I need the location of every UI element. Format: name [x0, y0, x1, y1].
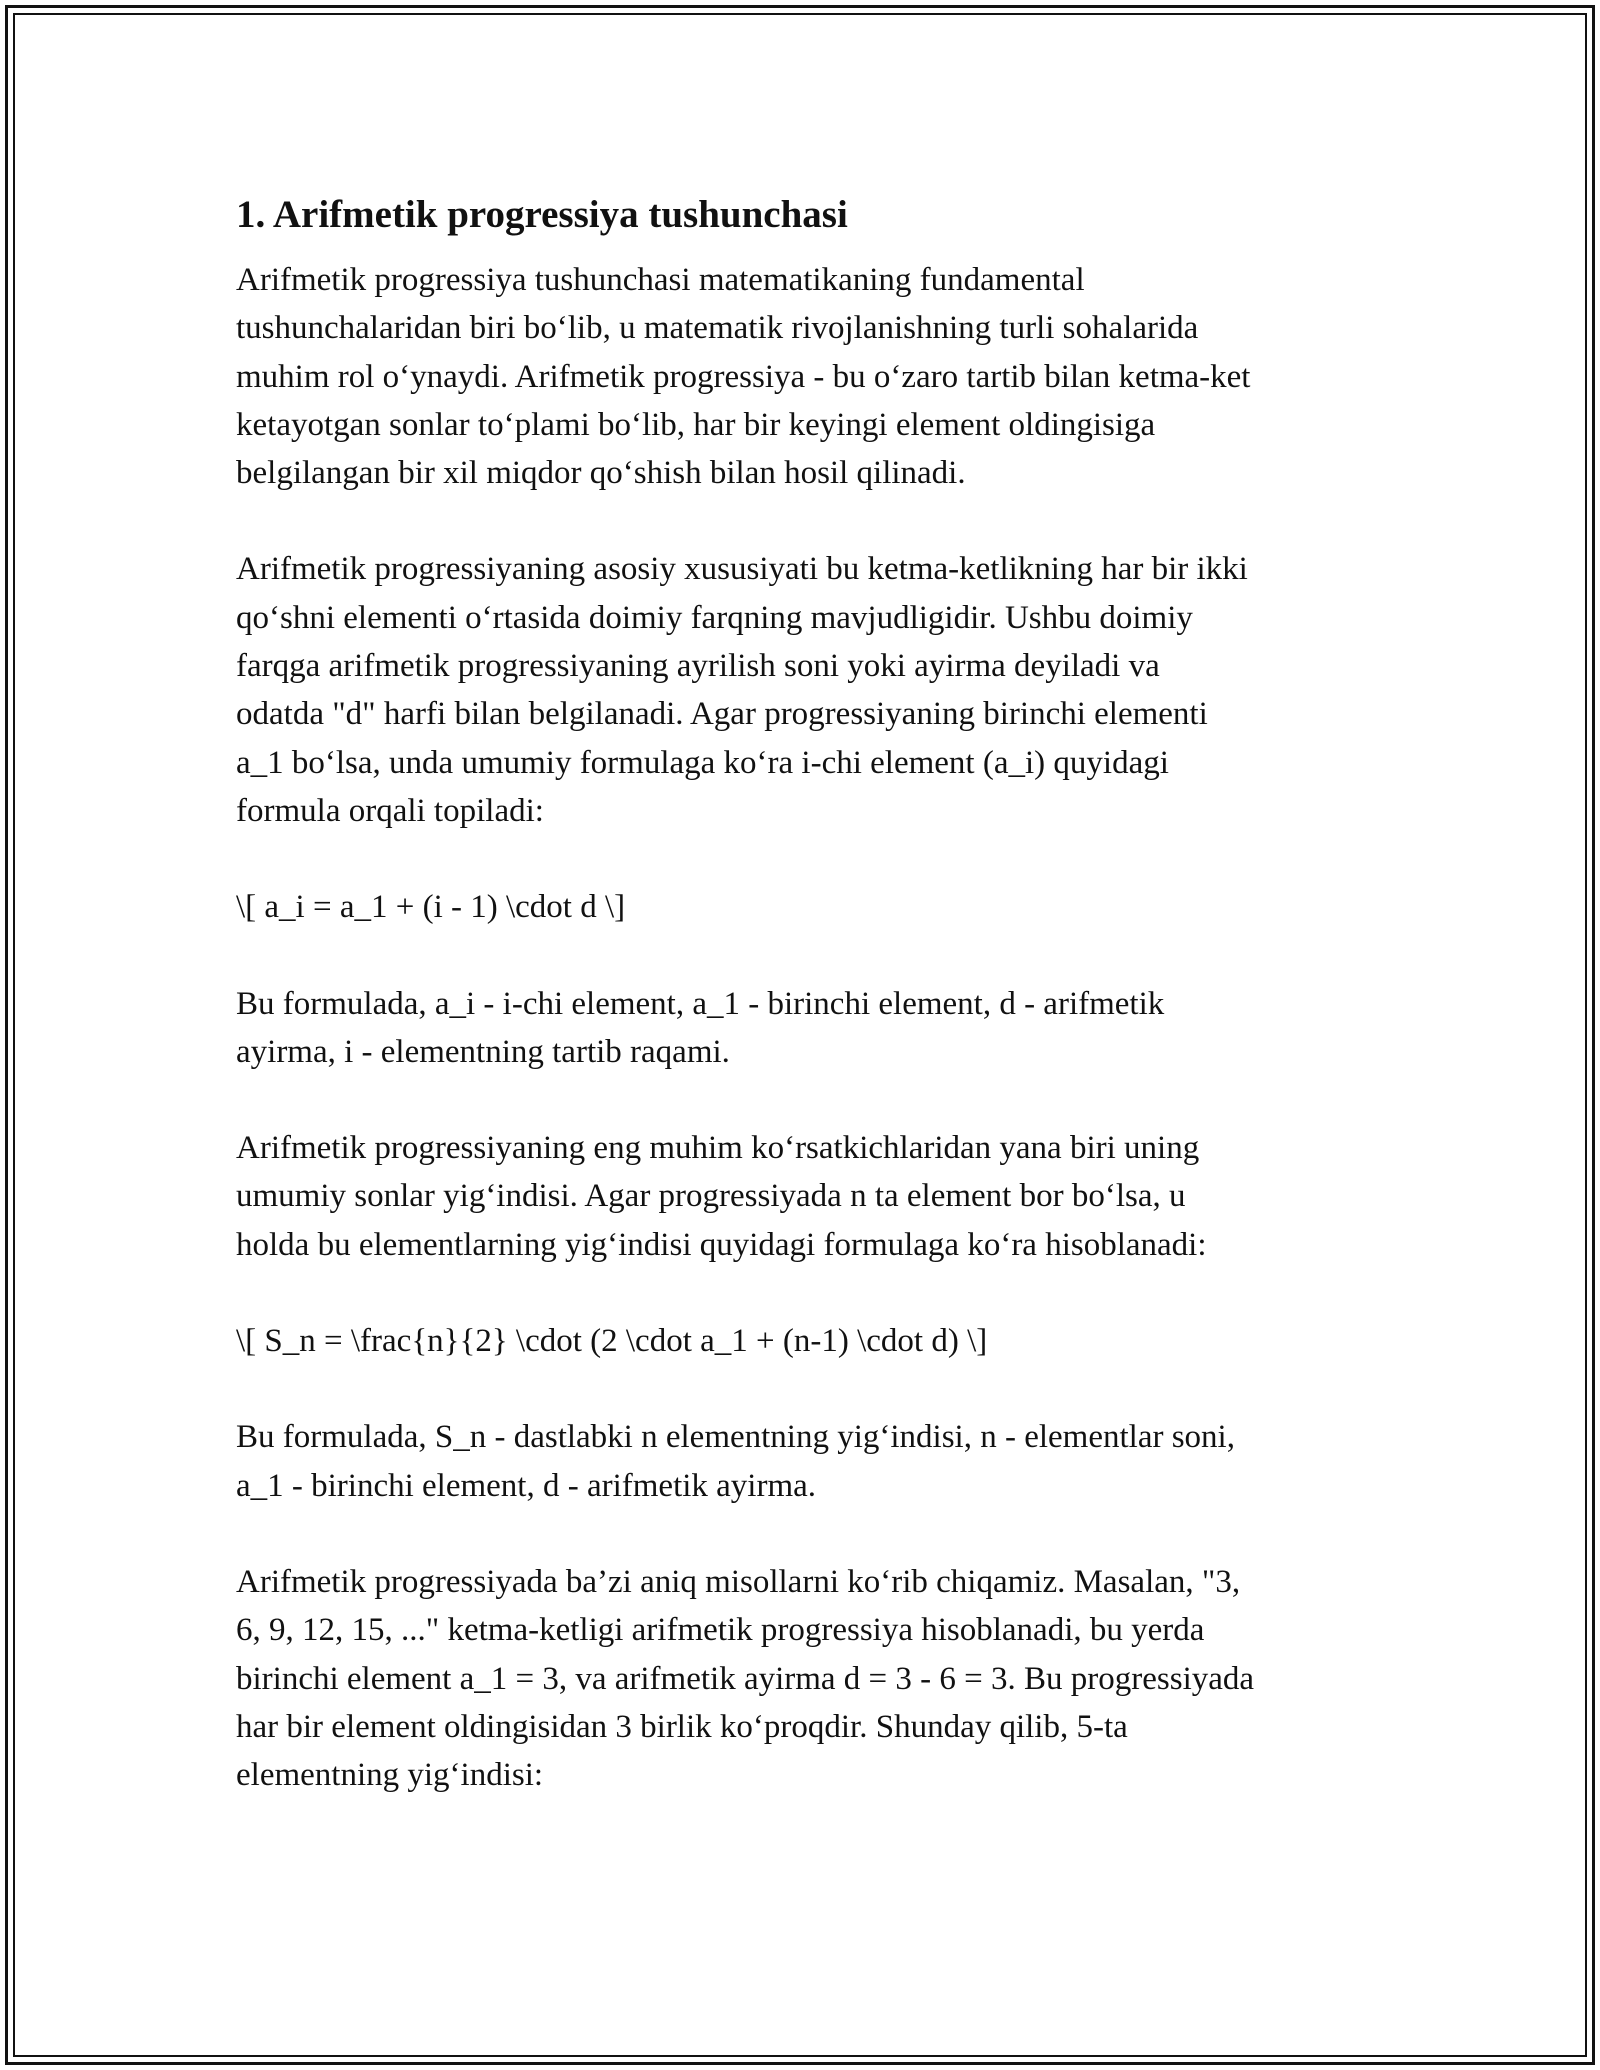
paragraph	[236, 1558, 1376, 1799]
text-line: qo‘shni elementi o‘rtasida doimiy farqning mavjudligidir. Ushbu doimiy	[236, 599, 1193, 636]
text-line: holda bu elementlarning yig‘indisi quyidagi formulaga ko‘ra hisoblanadi:	[236, 1226, 1207, 1263]
document-body	[236, 187, 1376, 1847]
text-line: Arifmetik progressiya tushunchasi matematikaning fundamental	[236, 262, 1085, 298]
text-line: \[ S_n = \frac{n}{2} \cdot (2 \cdot a_1 + (n-1) \cdot d) \]	[236, 1323, 988, 1360]
text-line: ayirma, i - elementning tartib raqami.	[236, 1033, 730, 1070]
text-line: har bir element oldingisidan 3 birlik ko‘proqdir. Shunday qilib, 5-ta	[236, 1708, 1128, 1745]
text-line: 6, 9, 12, 15, ..." ketma-ketligi arifmetik progressiya hisoblanadi, bu yerda	[236, 1612, 1205, 1649]
text-line: odatda "d" harfi bilan belgilanadi. Agar progressiyaning birinchi elementi	[236, 696, 1208, 733]
text-line: farqga arifmetik progressiyaning ayrilish soni yoki ayirma deyiladi va	[236, 648, 1160, 685]
paragraph	[236, 980, 1376, 1077]
text-line: Bu formulada, S_n - dastlabki n elementning yig‘indisi, n - elementlar soni,	[236, 1419, 1235, 1456]
text-line: Arifmetik progressiyaning eng muhim ko‘rsatkichlaridan yana biri uning	[236, 1130, 1200, 1167]
text-line: Bu formulada, a_i - i-chi element, a_1 - birinchi element, d - arifmetik	[236, 985, 1165, 1022]
text-line: a_1 bo‘lsa, unda umumiy formulaga ko‘ra i-chi element (a_i) quyidagi	[236, 744, 1169, 781]
text-line: a_1 - birinchi element, d - arifmetik ayirma.	[236, 1467, 817, 1504]
text-line: \[ a_i = a_1 + (i - 1) \cdot d \]	[236, 889, 626, 926]
paragraph	[236, 256, 1376, 497]
paragraph	[236, 545, 1376, 835]
paragraph	[236, 883, 1376, 931]
text-line: birinchi element a_1 = 3, va arifmetik ayirma d = 3 - 6 = 3. Bu progressiyada	[236, 1660, 1255, 1697]
paragraph	[236, 1317, 1376, 1365]
text-line: elementning yig‘indisi:	[236, 1757, 544, 1794]
text-line: tushunchalaridan biri bo‘lib, u matematik rivojlanishning turli sohalarida	[236, 310, 1199, 347]
text-line: umumiy sonlar yig‘indisi. Agar progressiyada n ta element bor bo‘lsa, u	[236, 1178, 1186, 1215]
paragraph	[236, 1124, 1376, 1269]
text-line: Arifmetik progressiyada ba’zi aniq misollarni ko‘rib chiqamiz. Masalan, "3,	[236, 1563, 1241, 1600]
text-line: formula orqali topiladi:	[236, 792, 544, 829]
section-heading: 1. Arifmetik progressiya tushunchasi	[236, 193, 848, 236]
text-line: ketayotgan sonlar to‘plami bo‘lib, har bir keyingi element oldingisiga	[236, 406, 1156, 443]
paragraph-list	[236, 256, 1376, 1799]
text-line: Arifmetik progressiyaning asosiy xususiyati bu ketma-ketlikning har bir ikki	[236, 551, 1248, 588]
text-line: muhim rol o‘ynaydi. Arifmetik progressiya - bu o‘zaro tartib bilan ketma-ket	[236, 358, 1251, 395]
text-line: belgilangan bir xil miqdor qo‘shish bilan hosil qilinadi.	[236, 455, 966, 492]
paragraph	[236, 1413, 1376, 1510]
